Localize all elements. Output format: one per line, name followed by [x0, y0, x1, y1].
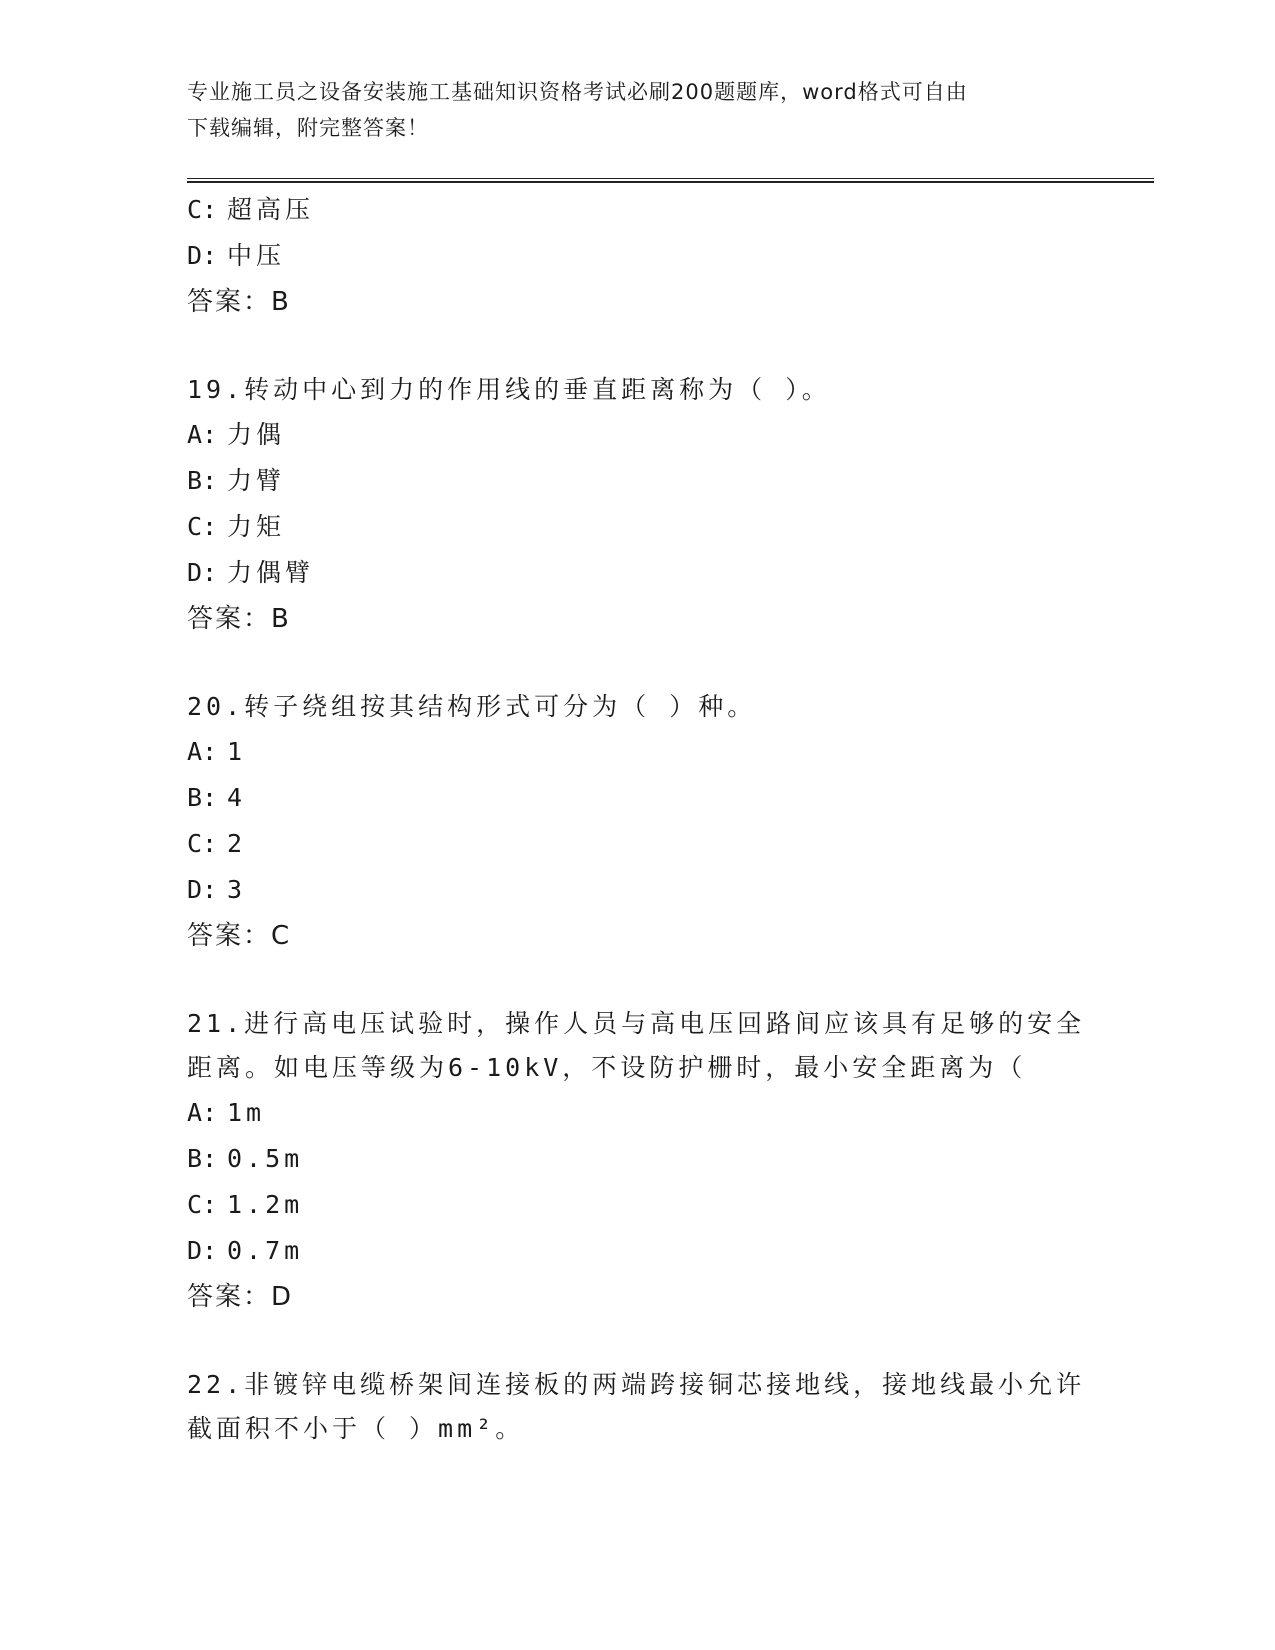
answer: 答案：C: [187, 921, 292, 951]
question-list: [187, 187, 1087, 1451]
option-label: C:: [187, 512, 218, 541]
option-label: A:: [187, 1098, 218, 1127]
option-b: [187, 1136, 1087, 1182]
option-b: [187, 458, 1087, 504]
option-text: 3: [227, 875, 247, 904]
option-text: 力矩: [227, 512, 286, 541]
header-divider: [187, 178, 1154, 183]
question-20: [187, 685, 1087, 959]
option-text: 中压: [227, 241, 286, 270]
option-a: [187, 412, 1087, 458]
option-text: 力臂: [227, 466, 286, 495]
option-d: [187, 233, 1087, 279]
document-header: [187, 74, 1087, 146]
header-line-1: 专业施工员之设备安装施工基础知识资格考试必刷200题题库，word格式可自由: [187, 80, 968, 104]
question-text-line-2: 距离。如电压等级为6-10kV，不设防护栅时，最小安全距离为（: [187, 1053, 1027, 1082]
option-b: [187, 775, 1087, 821]
header-line-2: 下载编辑，附完整答案！: [187, 116, 429, 140]
option-text: 2: [227, 829, 247, 858]
option-text: 4: [227, 783, 247, 812]
option-label: C:: [187, 829, 218, 858]
option-d: [187, 550, 1087, 596]
option-label: B:: [187, 783, 218, 812]
option-label: A:: [187, 420, 218, 449]
option-text: 0.5m: [227, 1144, 304, 1173]
option-label: D:: [187, 1236, 218, 1265]
question-text: 19.转动中心到力的作用线的垂直距离称为（ ）。: [187, 375, 831, 404]
option-c: [187, 504, 1087, 550]
option-c: [187, 821, 1087, 867]
question-prev: [187, 187, 1087, 325]
option-label: D:: [187, 241, 218, 270]
option-a: [187, 729, 1087, 775]
option-label: B:: [187, 1144, 218, 1173]
option-text: 0.7m: [227, 1236, 304, 1265]
answer: 答案：D: [187, 1282, 294, 1312]
question-19: [187, 368, 1087, 642]
option-label: C:: [187, 1190, 218, 1219]
option-text: 1: [227, 737, 247, 766]
option-d: [187, 1228, 1087, 1274]
question-22: [187, 1363, 1087, 1451]
option-label: A:: [187, 737, 218, 766]
option-label: D:: [187, 558, 218, 587]
option-text: 超高压: [227, 195, 315, 224]
question-text-line-1: 21.进行高电压试验时，操作人员与高电压回路间应该具有足够的安全: [187, 1009, 1086, 1038]
question-text-line-2: 截面积不小于（ ）mm²。: [187, 1414, 525, 1443]
option-c: [187, 187, 1087, 233]
option-c: [187, 1182, 1087, 1228]
answer: 答案：B: [187, 287, 291, 317]
option-label: D:: [187, 875, 218, 904]
option-text: 1m: [227, 1098, 266, 1127]
option-text: 1.2m: [227, 1190, 304, 1219]
option-d: [187, 867, 1087, 913]
question-text-line-1: 22.非镀锌电缆桥架间连接板的两端跨接铜芯接地线，接地线最小允许: [187, 1370, 1086, 1399]
option-text: 力偶臂: [227, 558, 315, 587]
option-a: [187, 1090, 1087, 1136]
option-label: B:: [187, 466, 218, 495]
option-label: C:: [187, 195, 218, 224]
question-text: 20.转子绕组按其结构形式可分为（ ）种。: [187, 692, 757, 721]
answer: 答案：B: [187, 604, 291, 634]
question-21: [187, 1002, 1087, 1320]
option-text: 力偶: [227, 420, 286, 449]
